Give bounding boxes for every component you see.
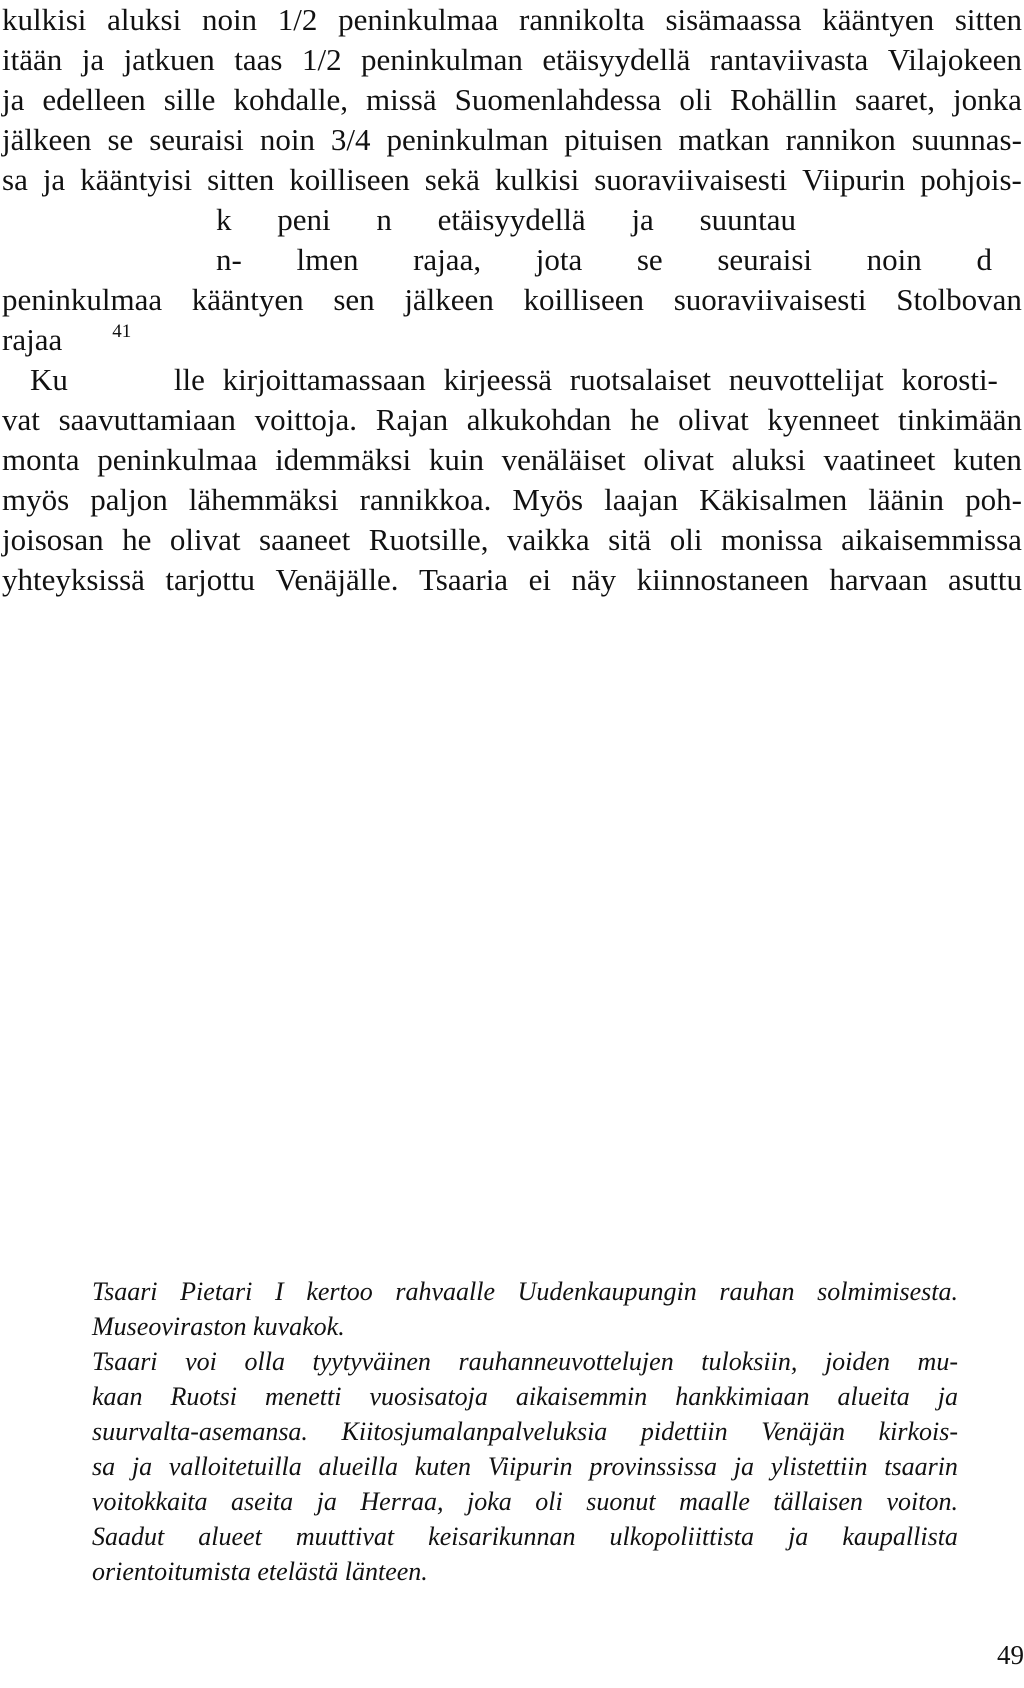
word: sille <box>163 82 216 117</box>
word-fragment: n <box>376 202 392 237</box>
caption-line <box>92 1381 958 1413</box>
caption-line-text: Museoviraston kuvakok. <box>92 1312 345 1341</box>
word-fragment: se <box>636 242 663 277</box>
word: missä <box>366 82 437 117</box>
body-line-text <box>2 480 1022 520</box>
word: valloitetuilla <box>168 1452 302 1481</box>
body-line <box>2 80 1022 120</box>
word: Tsaari <box>92 1277 158 1306</box>
word: jatkuen <box>123 42 215 77</box>
word: voiton. <box>886 1487 958 1516</box>
rajaa-word: rajaa <box>2 322 63 357</box>
word-fragment: n- <box>216 242 242 277</box>
word: kulkisi <box>494 162 580 197</box>
word: peninkulmaa <box>97 442 258 477</box>
caption-line <box>92 1311 958 1343</box>
word: 1/2 <box>301 42 342 77</box>
caption-line-text <box>92 1276 958 1308</box>
word: kaupallista <box>842 1522 958 1551</box>
paragraph2-start: Ku <box>30 362 68 397</box>
body-line <box>2 40 1022 80</box>
word: kohdalle, <box>233 82 348 117</box>
word: idemmäksi <box>275 442 412 477</box>
word: yhteyksissä <box>2 562 145 597</box>
word: ylistettiin <box>770 1452 868 1481</box>
word: sitten <box>954 2 1022 37</box>
word: Viipurin <box>802 162 906 197</box>
word: kääntyen <box>822 2 935 37</box>
body-line <box>2 560 1022 600</box>
word: olivat <box>643 442 714 477</box>
word: he <box>630 402 660 437</box>
caption-line-text <box>92 1521 958 1553</box>
word: kuin <box>428 442 484 477</box>
word: joisosan <box>2 522 104 557</box>
word: ja <box>788 1522 809 1551</box>
word: peninkulmaa <box>338 2 499 37</box>
body-line <box>2 160 1022 200</box>
word-fragment: etäisyydellä <box>437 202 586 237</box>
word: alueita <box>837 1382 910 1411</box>
word: ja <box>316 1487 337 1516</box>
word: kääntyisi <box>80 162 193 197</box>
page-number: 49 <box>997 1640 1024 1670</box>
body-line <box>2 0 1022 40</box>
word: laajan <box>604 482 679 517</box>
word: Ruotsi <box>170 1382 237 1411</box>
word: saavuttamiaan <box>58 402 236 437</box>
word: pidettiin <box>640 1417 728 1446</box>
body-line <box>2 400 1022 440</box>
fragment-line <box>216 240 992 280</box>
rajaa-line <box>2 320 1022 365</box>
word: Myös <box>512 482 584 517</box>
word: Herraa, <box>360 1487 444 1516</box>
fragment-line-text <box>2 280 1022 320</box>
word: oli <box>669 522 703 557</box>
fragment-line-text <box>216 240 992 280</box>
word: myös <box>2 482 70 517</box>
word: rannikkoa. <box>359 482 492 517</box>
word: lähemmäksi <box>188 482 339 517</box>
word: etäisyydellä <box>542 42 691 77</box>
word-fragment: noin <box>866 242 922 277</box>
body-line-text <box>2 440 1022 480</box>
word: solmimisesta. <box>817 1277 958 1306</box>
word: vat <box>2 402 40 437</box>
caption-line-text: orientoitumista etelästä länteen. <box>92 1557 428 1586</box>
word: rannikon <box>785 122 896 157</box>
caption-line <box>92 1521 958 1553</box>
word: Venäjälle. <box>275 562 399 597</box>
word: he <box>122 522 152 557</box>
word: ja <box>733 1452 754 1481</box>
word: sa <box>2 162 28 197</box>
word: se <box>107 122 134 157</box>
word: alkukohdan <box>466 402 612 437</box>
caption-line <box>92 1451 958 1483</box>
word: aseita <box>231 1487 294 1516</box>
body-line <box>2 120 1022 160</box>
caption-line <box>92 1276 958 1308</box>
caption-line-text <box>92 1346 958 1378</box>
word: alueilla <box>318 1452 398 1481</box>
word: provinssissa <box>589 1452 717 1481</box>
word: hankkimiaan <box>675 1382 810 1411</box>
word: ja <box>131 1452 153 1481</box>
word: Tsaaria <box>419 562 509 597</box>
word-fragment: jälkeen <box>404 282 494 317</box>
word: sa <box>92 1452 116 1481</box>
word: Tsaari <box>92 1347 158 1376</box>
word: Saadut <box>92 1522 165 1551</box>
word: paljon <box>90 482 168 517</box>
word: tällaisen <box>773 1487 863 1516</box>
word: Pietari <box>180 1277 253 1306</box>
word-fragment: seuraisi <box>717 242 813 277</box>
caption-line <box>92 1556 958 1588</box>
word: tinkimään <box>898 402 1022 437</box>
body-line-text <box>2 160 1022 200</box>
word-fragment: ja <box>631 202 654 237</box>
footnote-marker: 41 <box>112 321 132 342</box>
word: näy <box>571 562 617 597</box>
word: ja <box>937 1382 958 1411</box>
word: kyenneet <box>767 402 880 437</box>
word: harvaan <box>829 562 928 597</box>
word: Käkisalmen <box>699 482 848 517</box>
word: ja <box>81 42 105 77</box>
caption-line <box>92 1486 958 1518</box>
body-line-text <box>2 120 1022 160</box>
fragment-line <box>2 280 1022 320</box>
fragment-line-text <box>216 200 796 240</box>
word: noin <box>259 122 315 157</box>
word: tsaarin <box>884 1452 958 1481</box>
word: sisämaassa <box>665 2 802 37</box>
fragment-line <box>216 200 796 240</box>
word: poh- <box>965 482 1022 517</box>
word: I <box>275 1277 284 1306</box>
word: tuloksiin, <box>701 1347 798 1376</box>
word: voitokkaita <box>92 1487 208 1516</box>
word: jonka <box>953 82 1022 117</box>
word: olivat <box>169 522 241 557</box>
word: menetti <box>264 1382 342 1411</box>
word: kaan <box>92 1382 143 1411</box>
word: monissa <box>720 522 823 557</box>
word: maalle <box>679 1487 750 1516</box>
word-fragment: jota <box>535 242 583 277</box>
word: pohjois- <box>920 162 1022 197</box>
word: peninkulman <box>386 122 549 157</box>
body-line-text <box>2 80 1022 120</box>
body-line-text <box>2 0 1022 40</box>
word: Kiitosjumalanpalveluksia <box>341 1417 608 1446</box>
caption-line-text <box>92 1416 958 1448</box>
word: kirkois- <box>878 1417 958 1446</box>
word: suurvalta-asemansa. <box>92 1417 308 1446</box>
word-fragment: lmen <box>296 242 359 277</box>
word: koilliseen <box>289 162 410 197</box>
word-fragment: d <box>976 242 992 277</box>
word: matkan <box>678 122 770 157</box>
word: mu- <box>917 1347 958 1376</box>
word: seuraisi <box>149 122 244 157</box>
word: vuosisatoja <box>369 1382 488 1411</box>
word-fragment: sen <box>333 282 375 317</box>
word: olivat <box>678 402 749 437</box>
body-line <box>2 480 1022 520</box>
word: tarjottu <box>165 562 255 597</box>
word-fragment: peni <box>277 202 331 237</box>
caption-line-text <box>92 1381 958 1413</box>
word: suoraviivaisesti <box>594 162 788 197</box>
word: oli <box>535 1487 563 1516</box>
body-line-text <box>2 520 1022 560</box>
word: joiden <box>824 1347 890 1376</box>
word: tyytyväinen <box>312 1347 431 1376</box>
body-line-text <box>2 560 1022 600</box>
word: Rajan <box>375 402 449 437</box>
body-line-text <box>2 40 1022 80</box>
word: olla <box>244 1347 285 1376</box>
word: sitten <box>207 162 275 197</box>
caption-line <box>92 1346 958 1378</box>
word: kertoo <box>306 1277 373 1306</box>
word: rantaviivasta <box>709 42 869 77</box>
word: monta <box>2 442 80 477</box>
word: muuttivat <box>295 1522 395 1551</box>
word: alueet <box>198 1522 262 1551</box>
word: noin <box>201 2 258 37</box>
word: suunnas- <box>911 122 1022 157</box>
word: saaneet <box>259 522 351 557</box>
word: ja <box>2 82 25 117</box>
word: rannikolta <box>519 2 645 37</box>
word: itään <box>2 42 63 77</box>
word: suonut <box>586 1487 656 1516</box>
caption-line-text <box>92 1486 958 1518</box>
word-fragment: koilliseen <box>523 282 645 317</box>
body-line <box>2 440 1022 480</box>
body-line <box>2 520 1022 560</box>
word: 3/4 <box>330 122 371 157</box>
word: Vilajokeen <box>887 42 1022 77</box>
word: jälkeen <box>2 122 92 157</box>
word-fragment: peninkulmaa <box>2 282 163 317</box>
word: asuttu <box>947 562 1022 597</box>
caption-line-text <box>92 1451 958 1483</box>
word: joka <box>466 1487 512 1516</box>
word: pituisen <box>564 122 663 157</box>
body-line-text <box>2 400 1022 440</box>
word: kuten <box>953 442 1022 477</box>
word-fragment: Stolbovan <box>896 282 1022 317</box>
word: taas <box>234 42 283 77</box>
word: aikaisemmin <box>515 1382 648 1411</box>
word: ulkopoliittista <box>609 1522 754 1551</box>
paragraph2-first-line <box>30 360 1022 400</box>
word: 1/2 <box>277 2 318 37</box>
word: voittoja. <box>254 402 358 437</box>
word: Viipurin <box>487 1452 573 1481</box>
word: Ruotsille, <box>368 522 489 557</box>
word: Suomenlahdessa <box>454 82 662 117</box>
word: sitä <box>608 522 652 557</box>
word: vaikka <box>507 522 590 557</box>
word: aikaisemmissa <box>841 522 1022 557</box>
word-fragment: rajaa, <box>413 242 482 277</box>
word: kuten <box>414 1452 472 1481</box>
word-fragment: suuntau <box>699 202 796 237</box>
word: Venäjän <box>761 1417 845 1446</box>
word: ei <box>528 562 551 597</box>
word: saaret, <box>854 82 935 117</box>
caption-line <box>92 1416 958 1448</box>
word: venäläiset <box>501 442 626 477</box>
word: rauhanneuvottelujen <box>458 1347 674 1376</box>
word: ja <box>42 162 66 197</box>
paragraph2-rest: lle kirjoittamassaan kirjeessä ruotsalaiset neuvottelijat korosti- <box>173 362 998 397</box>
word: aluksi <box>731 442 806 477</box>
word: voi <box>185 1347 217 1376</box>
word: läänin <box>868 482 945 517</box>
word: oli <box>679 82 713 117</box>
word: edelleen <box>42 82 146 117</box>
word: aluksi <box>107 2 182 37</box>
word: sekä <box>424 162 480 197</box>
word: kiinnostaneen <box>636 562 809 597</box>
word-fragment: suoraviivaisesti <box>673 282 867 317</box>
word: rauhan <box>719 1277 795 1306</box>
word: Uudenkaupungin <box>517 1277 697 1306</box>
word: kulkisi <box>2 2 87 37</box>
word: Rohällin <box>730 82 837 117</box>
word: keisarikunnan <box>428 1522 576 1551</box>
word: rahvaalle <box>395 1277 496 1306</box>
word: vaatineet <box>823 442 936 477</box>
word-fragment: k <box>216 202 232 237</box>
word: peninkulman <box>361 42 523 77</box>
word-fragment: kääntyen <box>191 282 304 317</box>
